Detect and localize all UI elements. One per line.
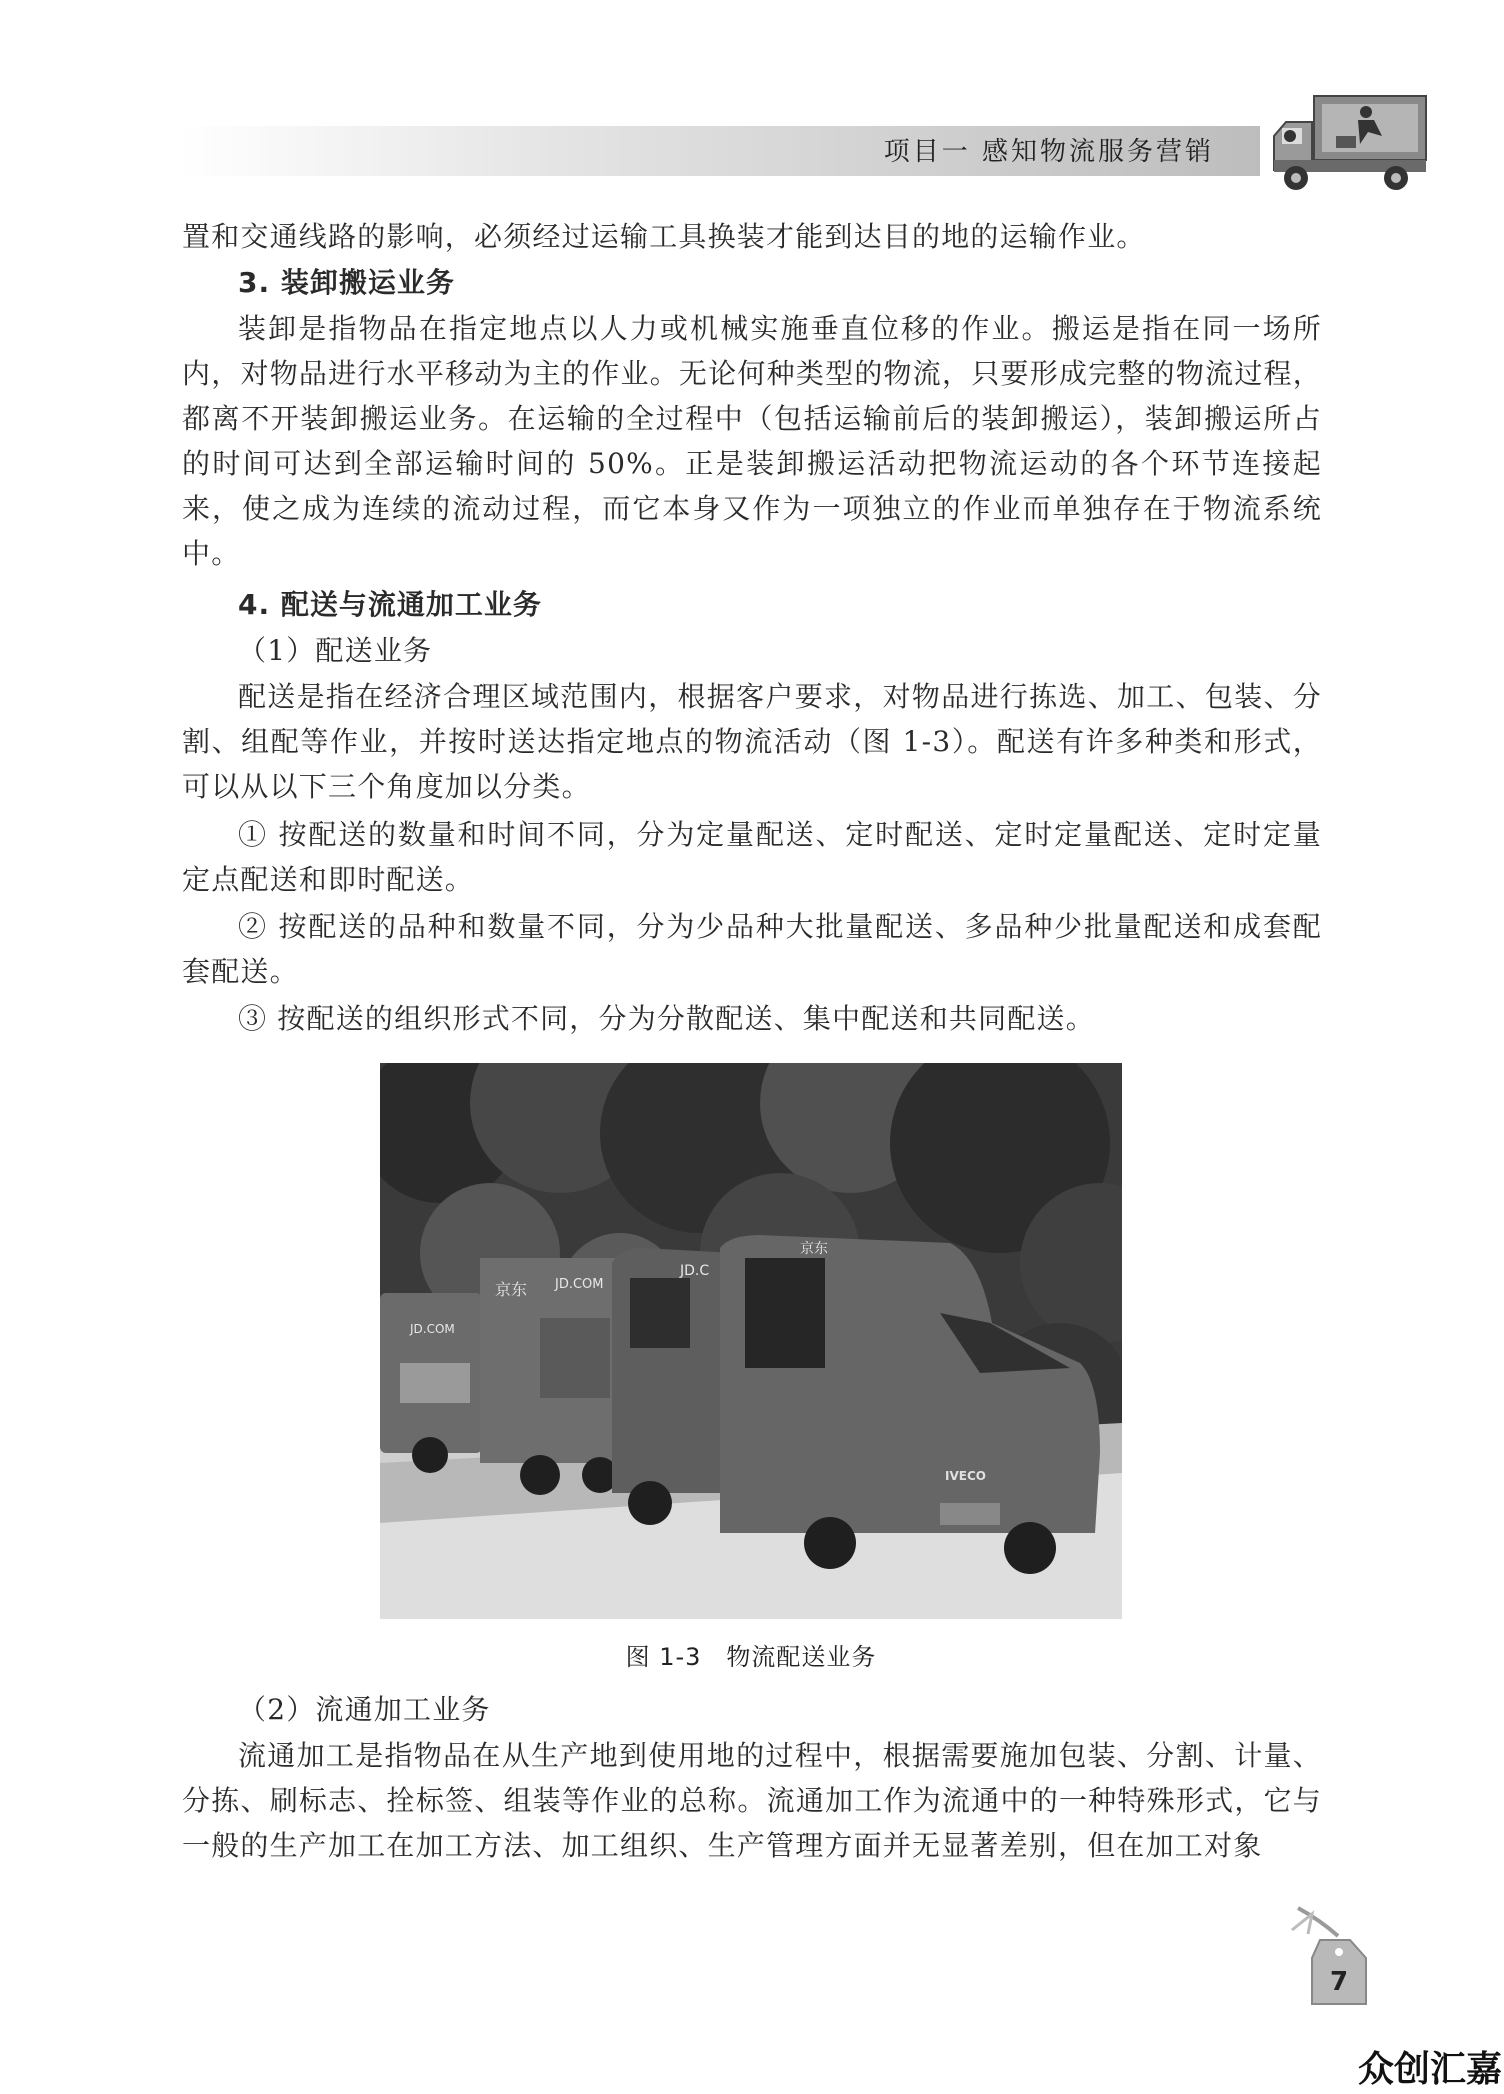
subheading-distribution: （1）配送业务 bbox=[238, 634, 433, 667]
list-item-2: ② 按配送的品种和数量不同，分为少品种大批量配送、多品种少批量配送和成套配套配送。 bbox=[182, 910, 1322, 988]
clip-icon bbox=[1292, 1914, 1312, 1934]
truck-1-label: JD.COM bbox=[410, 1322, 455, 1336]
truck-4-label: 京东 bbox=[800, 1241, 828, 1257]
truck-1 bbox=[380, 1293, 482, 1473]
section-heading-4: 4. 配送与流通加工业务 bbox=[238, 588, 542, 621]
paragraph-processing: 流通加工是指物品在从生产地到使用地的过程中，根据需要施加包装、分割、计量、分拣、刷标志、拴标签、组装等作业的总称。流通加工作为流通中的一种特殊形式，它与一般的生产加工在加工方法、加工组织、生产管理方面并无显著差别，但在加工对象 bbox=[182, 1739, 1322, 1862]
watermark: 众创汇嘉 bbox=[1357, 2049, 1502, 2090]
page-tag bbox=[1290, 1900, 1380, 2010]
truck-2-logo: 京东 bbox=[495, 1280, 528, 1299]
section-heading-3: 3. 装卸搬运业务 bbox=[238, 266, 455, 299]
truck-2-label: JD.COM bbox=[555, 1277, 604, 1292]
truck-3-label: JD.C bbox=[680, 1263, 710, 1279]
list-item-3: ③ 按配送的组织形式不同，分为分散配送、集中配送和共同配送。 bbox=[238, 1002, 1095, 1035]
header-title: 项目一 感知物流服务营销 bbox=[883, 137, 1214, 167]
paragraph-distribution: 配送是指在经济合理区域范围内，根据客户要求，对物品进行拣选、加工、包装、分割、组配等作业，并按时送达指定地点的物流活动（图 1-3）。配送有许多种类和形式，可以从以下三个角度加以分类。 bbox=[182, 680, 1322, 803]
truck-4-brand: IVECO bbox=[945, 1469, 986, 1483]
list-item-1: ① 按配送的数量和时间不同，分为定量配送、定时配送、定时定量配送、定时定量定点配送和即时配送。 bbox=[182, 818, 1322, 896]
paragraph-loading: 装卸是指物品在指定地点以人力或机械实施垂直位移的作业。搬运是指在同一场所内，对物品进行水平移动为主的作业。无论何种类型的物流，只要形成完整的物流过程，都离不开装卸搬运业务。在运输的全过程中（包括运输前后的装卸搬运），装卸搬运所占的时间可达到全部运输时间的 50%。正是装卸搬运活动把物流运动的各个环节连接起来，使之成为连续的流动过程，而它本身又作为一项独立的作业而单独存在于物流系统中。 bbox=[182, 312, 1322, 570]
paragraph-continuation: 置和交通线路的影响，必须经过运输工具换装才能到达目的地的运输作业。 bbox=[182, 220, 1146, 253]
delivery-trucks-photo bbox=[380, 1063, 1122, 1619]
truck-2 bbox=[480, 1258, 620, 1495]
figure-caption: 图 1-3 物流配送业务 bbox=[625, 1643, 877, 1671]
subheading-processing: （2）流通加工业务 bbox=[238, 1693, 491, 1726]
page-number: 7 bbox=[1329, 1967, 1349, 1997]
delivery-truck-icon bbox=[1270, 92, 1430, 198]
